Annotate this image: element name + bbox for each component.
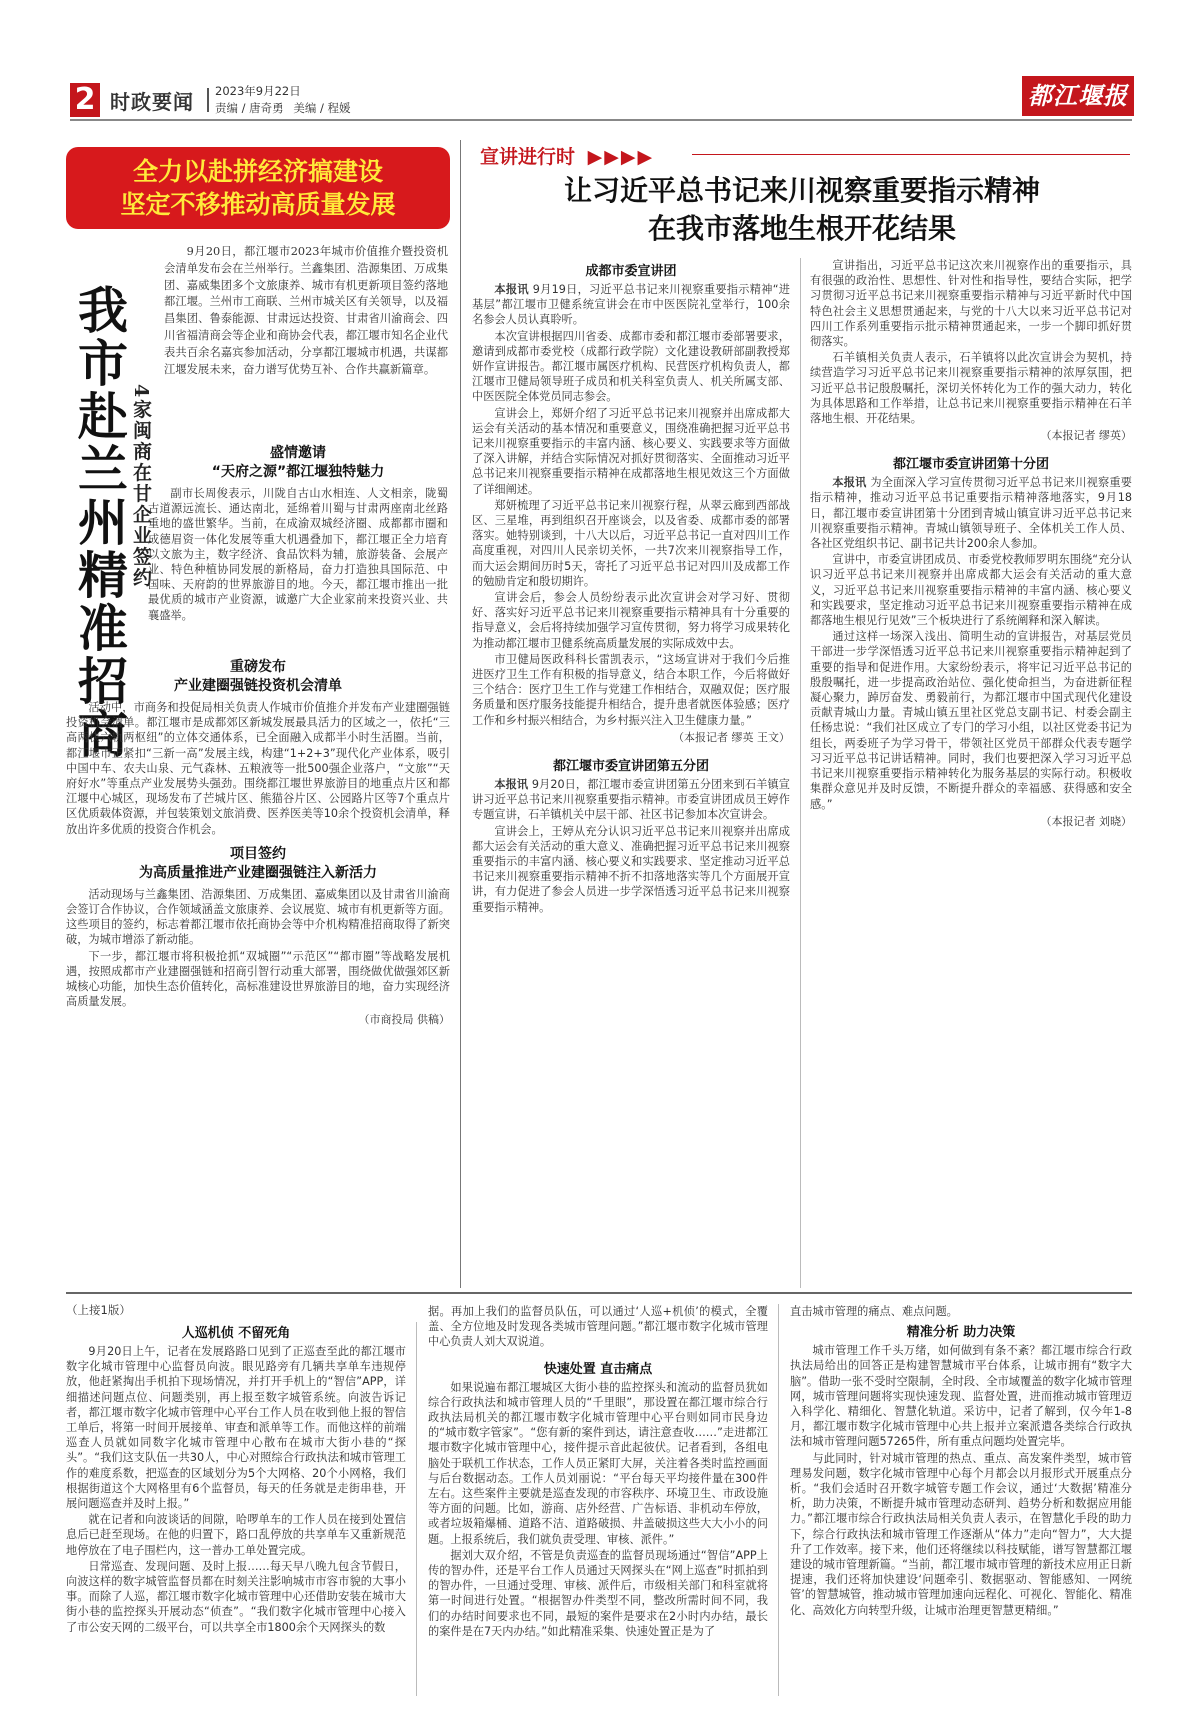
- column-divider: [460, 140, 461, 1288]
- section-heading-line1: 项目签约: [230, 845, 286, 862]
- title-line-2: 在我市落地生根开花结果: [647, 212, 956, 245]
- story-lead: 为全面深入学习宣传贯彻习近平总书记来川视察重要指示精神，推动习近平总书记重要指示精神落地落实，9月18日，都江堰市委宣讲团第十分团到青城山镇宣讲习近平总书记来川视察重要指示精神。青城山镇领导班子、全体机关工作人员、各社区党组织书记、副书记共计200余人参加。: [810, 476, 1132, 551]
- article-paragraph: 活动现场与兰鑫集团、浩源集团、万成集团、嘉威集团以及甘肃省川渝商会签订合作协议，合作领域涵盖文旅康养、会议展览、城市有机更新等方面。这些项目的签约，标志着都江堰市依托商协会等中介机构精准招商取得了新突破，为城市增添了新动能。: [66, 887, 450, 947]
- story-column-a: [472, 258, 790, 916]
- header-rule: [70, 119, 1132, 121]
- story-paragraph: 宣讲会上，王婷从充分认识习近平总书记来川视察并出席成都大运会有关活动的重大意义、准确把握习近平总书记来川视察重要指示的丰富内涵、核心要义和实践要求、坚定推动习近平总书记来川视察重要指示精神不折不扣落地落实等几个方面展开宣讲，有力促进了参会人员进一步学深悟透习近平总书记来川视察重要指示精神。: [472, 824, 790, 914]
- slogan-banner: [66, 147, 450, 229]
- story-paragraph: [810, 475, 1132, 551]
- article-paragraph: 活动中，市商务和投促局相关负责人作城市价值推介并发布产业建圈强链投资机会清单。都江堰市是成都郊区新城发展最具活力的区域之一，依托“三高两快六轨两枢纽”的立体交通体系，已全面融入成都半小时生活圈。当前，都江堰市正紧扣“三新一高”发展主线，构建“1+2+3”现代化产业体系，吸引中国中车、农夫山泉、元气森林、五粮液等一批500强企业落户，“文旅”“天府好水”等重点产业发展势头强劲。围绕都江堰世界旅游目的地重点片区和都江堰中心城区，现场发布了芒城片区、熊猫谷片区、公园路片区等7个重点片区优质载体资源，并包装策划文旅消费、医养医美等10余个投资机会清单，释放出许多优质的投资合作机会。: [66, 701, 450, 836]
- section-title: [472, 172, 1132, 248]
- article-paragraph: 如果说遍布都江堰城区大街小巷的监控探头和流动的监督员犹如综合行政执法和城市管理人员的“千里眼”，那设置在都江堰市综合行政执法局机关的都江堰市数字化城市管理中心平台则如同市民身边的“城市数字管家”。“您有新的案件到达，请注意查收……”走进都江堰市数字化城市管理中心，接件提示音此起彼伏。记者看到，各组电脑处于联机工作状态，工作人员正紧盯大屏，关注着各类时监控画面与后台数据动态。工作人员刘丽说：“平台每天平均接件量在300件左右。这些案件主要就是巡查发现的市容秩序、环境卫生、市政设施等方面的问题。比如，游商、店外经营、广告标语、非机动车停放，或者垃圾箱爆桶、道路不洁、道路破损、井盖破损这些大大小小的问题。上报系统后，我们就负责受理、审核、派件。”: [428, 1380, 768, 1546]
- story-paragraph: [472, 282, 790, 328]
- column-divider: [800, 258, 801, 1288]
- story-column-b: [810, 258, 1132, 829]
- article-paragraph: 城市管理工作千头万绪，如何做到有条不紊？都江堰市综合行政执法局给出的回答正是构建智慧城市平台体系，让城市拥有“数字大脑”。借助一张不受时空限制，全时段、全市域覆盖的数字化城市管理网，城市管理问题将实现快速发现、监督处置，进而推动城市管理迈入科学化、精细化、智慧化轨道。采访中，记者了解到，仅今年1-8月，都江堰市数字化城市管理中心共上报并立案派遣各类综合行政执法和城市管理问题57265件，所有重点问题均处置完毕。: [790, 1344, 1132, 1449]
- article-paragraph: 与此同时，针对城市管理的热点、重点、高发案件类型，城市管理易发问题，数字化城市管理中心每个月都会以月报形式开展重点分析。“我们会适时召开数字城管专题工作会议，通过‘大数据’精准分析，助力决策，不断提升城市管理动态研判、趋势分析和数据应用能力。”都江堰市综合行政执法局相关负责人表示，在智慧化手段的助力下，综合行政执法和城市管理工作逐渐从“体力”走向“智力”，大大提升了工作效率。接下来，他们还将继续以科技赋能，谱写智慧都江堰建设的城市管理新篇。“当前，都江堰市城市管理的新技术应用正日新提速，我们还将加快建设‘问题牵引、数据驱动、智能感知、一网统管’的智慧城管，推动城市管理加速向远程化、可视化、智能化、精准化、高效化方向转型升级，让城市治理更智慧更精细。”: [790, 1451, 1132, 1617]
- dateline: 本报讯: [494, 283, 529, 296]
- article-paragraph: 9月20日上午，记者在发展路路口见到了正巡查至此的都江堰市数字化城市管理中心监督员向波。眼见路旁有几辆共享单车违规停放，他赶紧掏出手机拍下现场情况，并打开手机上的“智信”APP，详细描述问题点位、问题类别，再上报至数字城管系统。向波告诉记者，都江堰市数字化城市管理中心平台工作人员在收到他上报的智信工单后，将第一时间开展接单、审查和派单等工作。而他这样的前端巡查人员就如同数字化城市管理中心散布在城市大街小巷的“探头”。“我们这支队伍一共30人，中心对照综合行政执法和城市管理工作的难度系数，把巡查的区域划分为5个大网格、20个小网格，我们根据街道这个大网格里有6个监督员，每天的任务就是走街串巷，开展问题巡查并及时上报。”: [66, 1345, 406, 1511]
- banner-line-2: 坚定不移推动高质量发展: [120, 190, 396, 219]
- story-credit: （本报记者 缪英）: [1040, 429, 1132, 443]
- article-paragraph: 日常巡查、发现问题、及时上报……每天早八晚九包含节假日，向波这样的数字城管监督员都在时刻关注影响城市市容市貌的大事小事。而除了人巡，都江堰市数字化城市管理中心还借助安装在城市大街小巷的监控探头开展动态“侦查”。“我们数字化城市管理中心接入了市公安天网的二级平台，可以共享全市1800余个天网探头的数: [66, 1559, 406, 1634]
- continued-label: （上接1版）: [66, 1303, 131, 1317]
- bottom-section: [66, 1300, 1132, 1700]
- article-paragraph: 副市长周俊表示，川陇自古山水相连、人文相亲，陇蜀古道源远流长、通达南北，延绵着川蜀与甘肃两座南北丝路重地的盛世繁华。当前，在成渝双城经济圈、成都都市圈和成德眉资一体化发展等重大机遇叠加下，都江堰正全力培育以文旅为主，数字经济、食品饮料为辅，旅游装备、会展产业、特色种植协同发展的新格局，奋力打造独具国际范、中国味、天府韵的世界旅游目的地。今天，都江堰市推出一批最优质的城市产业资源，诚邀广大企业家前来投资兴业、共襄盛举。: [148, 487, 448, 622]
- section-heading-line2: 产业建圈强链投资机会清单: [174, 678, 342, 694]
- article-paragraph: 直击城市管理的痛点、难点问题。: [790, 1305, 958, 1318]
- story-credit: （本报记者 缪英 王文）: [673, 730, 790, 744]
- story-heading: 都江堰市委宣讲团第五分团: [552, 758, 709, 774]
- section-heading-line1: 盛情邀请: [270, 445, 326, 461]
- story-lead: 9月19日，习近平总书记来川视察重要指示精神“进基层”都江堰市卫健系统宣讲会在市中医医院礼堂举行，100余名参会人员认真聆听。: [472, 283, 790, 327]
- column-divider: [778, 1304, 779, 1696]
- story-paragraph: 宣讲指出，习近平总书记这次来川视察作出的重要指示，具有很强的政治性、思想性、针对性和指导性，要结合实际，把学习贯彻习近平总书记来川视察重要指示精神与习近平新时代中国特色社会主义思想贯通起来，与党的十八大以来习近平总书记对四川工作系列重要指示批示精神贯通起来，一步一个脚印抓好贯彻落实。: [810, 259, 1132, 349]
- lead-paragraph: 9月20日，都江堰市2023年城市价值推介暨投资机会清单发布会在兰州举行。兰鑫集团、浩源集团、万成集团、嘉威集团多个文旅康养、城市有机更新项目签约落地都江堰。兰州市工商联、兰州市城关区有关领导，以及福昌集团、鲁泰能源、甘肃远达投资、甘肃省川渝商会、四川省福清商会等企业和商协会代表，都江堰市知名企业代表共百余名嘉宾参加活动，分享都江堰城市机遇，共谋都江堰发展未来，奋力谱写优势互补、合作共赢新篇章。: [164, 245, 448, 376]
- section-heading-line2: 为高质量推进产业建圈强链注入新活力: [139, 864, 377, 881]
- left-article-body: [148, 444, 448, 624]
- section-label-text: 宣讲进行时: [480, 146, 576, 168]
- dateline: 本报讯: [832, 476, 867, 490]
- story-paragraph: 宣讲中，市委宣讲团成员、市委党校教师罗明东围绕“充分认识习近平总书记来川视察并出席成都大运会有关活动的重大意义，习近平总书记来川视察重要指示精神的丰富内涵、核心要义和实践要求，坚定推动习近平总书记来川视察重要指示精神在成都落地生根见行见效”三个板块进行了系统阐释和深入解读。: [810, 553, 1132, 628]
- story-credit: （本报记者 刘晓）: [1040, 814, 1132, 828]
- bottom-column-1: [66, 1322, 406, 1636]
- story-paragraph: 市卫健局医政科科长雷凯表示，“这场宣讲对于我们今后推进医疗卫生工作有积极的指导意义，结合本职工作，今后将做好三个结合：医疗卫生工作与党建工作相结合，双融双促；医疗服务质量和医疗服务技能提升相结合，提升患者就医体验感；医疗工作和乡村振兴相结合，为乡村振兴注入卫生健康力量。”: [472, 652, 790, 727]
- section-label: [480, 142, 654, 169]
- article-paragraph: 据刘大双介绍，不管是负责巡查的监督员现场通过“智信”APP上传的智办件，还是平台工作人员通过天网探头在“网上巡查”时抓拍到的智办件，一旦通过受理、审核、派件后，市级相关部门和科室就将第一时间进行处置。“根据智办件类型不同，整改所需时间不同，我们的办结时间要求也不同，最短的案件是要求在2小时内办结，最长的案件是在7天内办结。”如此精准采集、快速处置正是为了: [428, 1548, 768, 1638]
- section-heading-release: [66, 658, 450, 696]
- section-heading: 人巡机侦 不留死角: [181, 1326, 291, 1341]
- story-paragraph: 本次宣讲根据四川省委、成都市委和都江堰市委部署要求，邀请到成都市委党校（成都行政学院）文化建设教研部副教授郑妍作宣讲报告。都江堰市属医疗机构、民营医疗机构负责人，都江堰市卫健局领导班子成员和机关科室负责人、机关所属支部、中医医院全体党员同志参会。: [472, 329, 790, 404]
- story-paragraph: [472, 777, 790, 823]
- left-article-body-2: [66, 650, 450, 1027]
- section-heading-signing: [66, 845, 450, 883]
- story-paragraph: 石羊镇相关负责人表示，石羊镇将以此次宣讲会为契机，持续营造学习习近平总书记来川视察重要指示精神的浓厚氛围，把习近平总书记殷殷嘱托，深切关怀转化为工作的强大动力，转化为具体思路和工作举措，让总书记来川视察重要指示精神在石羊落地生根、开花结果。: [810, 351, 1132, 426]
- section-heading-line1: 重磅发布: [230, 659, 286, 675]
- article-paragraph: 据。再加上我们的监督员队伍，可以通过‘人巡+机侦’的模式，全覆盖、全方位地及时发现各类城市管理问题。”都江堰市数字化城市管理中心负责人刘大双说道。: [428, 1305, 768, 1349]
- bottom-column-3: [790, 1304, 1132, 1619]
- section-name: 时政要闻: [110, 90, 194, 114]
- article-credit: （市商投局 供稿）: [358, 1013, 450, 1027]
- page-header: [0, 0, 1200, 126]
- left-article: [66, 240, 450, 1280]
- page-number: 2: [70, 83, 100, 117]
- story-paragraph: 宣讲会后，参会人员纷纷表示此次宣讲会对学习好、贯彻好、落实好习近平总书记来川视察重要指示精神具有十分重要的指导意义，会后将持续加强学习宣传贯彻，努力将学习成果转化为推动都江堰市卫健系统高质量发展的实际成效中去。: [472, 591, 790, 650]
- story-paragraph: 通过这样一场深入浅出、简明生动的宣讲报告，对基层党员干部进一步学深悟透习近平总书记来川视察重要指示精神起到了重要的指导和促进作用。大家纷纷表示，将牢记习近平总书记的殷殷嘱托，进一步提高政治站位、强化使命担当，为奋进新征程凝心聚力，踔厉奋发、勇毅前行，为都江堰市中国式现代化建设贡献青城山力量。青城山镇五里社区党总支副书记、村委会副主任杨忠说：“我们社区成立了专门的学习小组，以社区党委书记为组长，两委班子为学习骨干，带领社区党员干部群众代表专题学习习近平总书记讲话精神。同时，我们也要把深入学习习近平总书记来川视察重要指示精神转化为服务基层的实际行动。积极收集群众意见并及时反馈，不断提升群众的幸福感、获得感和安全感。”: [810, 630, 1132, 811]
- bottom-column-2: [428, 1304, 768, 1640]
- section-heading: 精准分析 助力决策: [906, 1325, 1016, 1341]
- section-heading-line2: “天府之源”都江堰独特魅力: [211, 464, 385, 480]
- right-section: [472, 132, 1132, 1292]
- designer: 美编 / 程媛: [293, 101, 351, 115]
- story-lead: 9月20日，都江堰市委宣讲团第五分团来到石羊镇宣讲习近平总书记来川视察重要指示精神。市委宣讲团成员王婷作专题宣讲，石羊镇机关中层干部、社区书记参加本次宣讲会。: [472, 777, 790, 822]
- bottom-section-rule: [66, 1292, 1132, 1294]
- editor-credit: [215, 100, 351, 116]
- story-paragraph: 郑妍梳理了习近平总书记来川视察行程，从翠云廊到西部战区、三星堆，再到组织召开座谈会，以及省委、成都市委的部署落实。她特别谈到，十八大以后，习近平总书记一直对四川工作高度重视，对四川人民亲切关怀，一共7次来川视察指导工作，而大运会期间历时5天，寄托了习近平总书记对四川及成都工作的勉励肯定和殷切期许。: [472, 498, 790, 588]
- section-heading: 快速处置 直击痛点: [543, 1361, 653, 1377]
- story-paragraph: 宣讲会上，郑妍介绍了习近平总书记来川视察并出席成都大运会有关活动的基本情况和重要意义，围绕准确把握习近平总书记来川视察重要指示的丰富内涵、核心要义、实践要求等方面做了深入讲解，并结合实际情况对抓好贯彻落实、全面推动习近平总书记来川视察重要指示精神在成都落地生根见效这三个方面做了详细阐述。: [472, 406, 790, 496]
- headline-text: 我市赴兰州精准招商: [70, 284, 129, 761]
- story-heading: 成都市委宣讲团: [585, 264, 677, 279]
- column-divider: [416, 1322, 417, 1696]
- article-paragraph: 下一步，都江堰市将积极抢抓“双城圈”“示范区”“都市圈”等战略发展机遇，按照成都市产业建圈强链和招商引智行动重大部署，围绕做优做强郊区新城核心功能，加快生态价值转化，高标准建设世界旅游目的地，奋力实现经济高质量发展。: [66, 949, 450, 1009]
- story-heading: 都江堰市委宣讲团第十分团: [892, 457, 1049, 473]
- dateline: 本报讯: [494, 777, 529, 791]
- section-heading-invitation: [148, 444, 448, 482]
- newspaper-logo: 都江堰报: [1022, 76, 1134, 116]
- header-divider: [207, 88, 209, 112]
- issue-date: 2023年9月22日: [215, 84, 301, 98]
- title-line-1: 让习近平总书记来川视察重要指示精神: [563, 174, 1040, 207]
- subhead-text: 4家闽商在甘企业签约: [130, 384, 152, 589]
- editor: 责编 / 唐奇勇: [215, 101, 284, 115]
- section-label-rule: [692, 154, 1130, 155]
- article-paragraph: 就在记者和向波谈话的间隙，哈啰单车的工作人员在接到处置信息后已赶至现场。在他的归置下，路口乱停放的共享单车又重新规范地停放在了电子围栏内，这一普办工单处置完成。: [66, 1513, 406, 1557]
- banner-line-1: 全力以赴拼经济搞建设: [132, 157, 383, 186]
- arrows-icon: ▶▶▶▶: [587, 146, 655, 168]
